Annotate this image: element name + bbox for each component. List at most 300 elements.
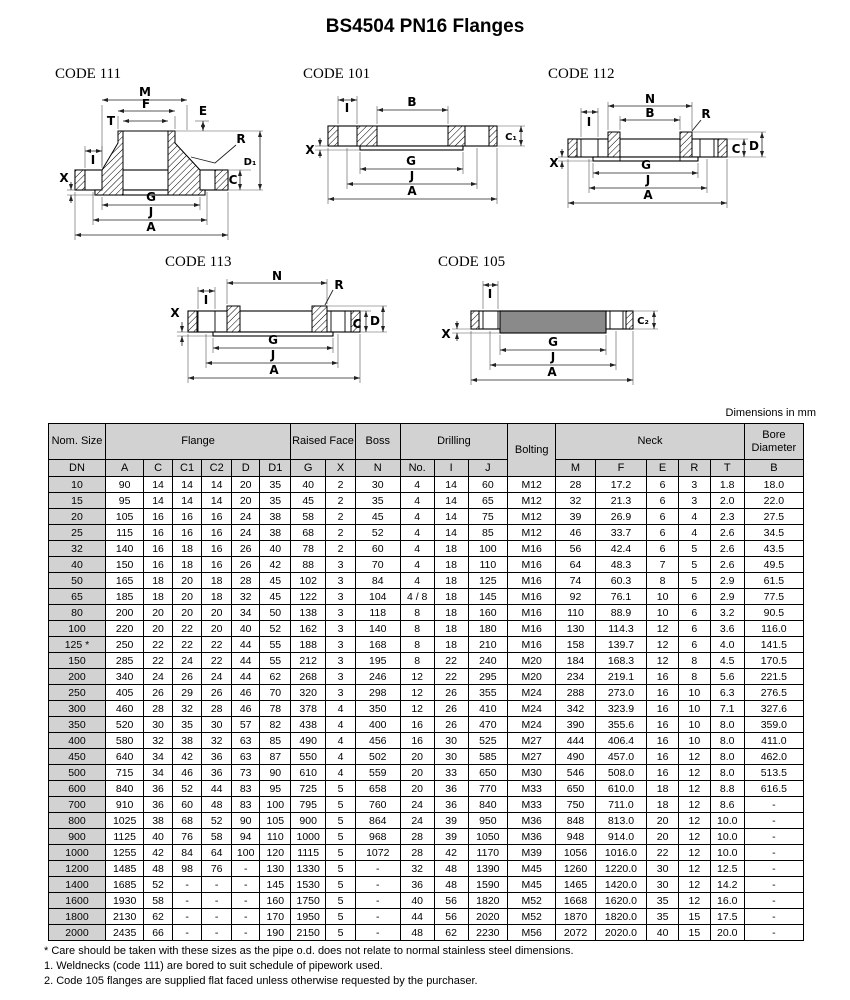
cell: - [355, 925, 400, 941]
cell: 52 [202, 813, 232, 829]
cell: 60 [172, 797, 202, 813]
cell: 34 [231, 605, 259, 621]
cell: 57 [231, 717, 259, 733]
cell: 12 [678, 893, 710, 909]
flange-drawing-code-101 [303, 94, 538, 214]
cell: 6 [678, 637, 710, 653]
cell: 456 [355, 733, 400, 749]
cell: 84 [355, 573, 400, 589]
cell: - [202, 925, 232, 941]
dim-label-A: A [643, 188, 653, 202]
table-row [49, 717, 804, 733]
cell-dn: 700 [49, 797, 106, 813]
cell: 10 [678, 685, 710, 701]
cell: 5 [678, 557, 710, 573]
table-row [49, 685, 804, 701]
cell: 170.5 [744, 653, 803, 669]
cell: 190 [260, 925, 291, 941]
cell: 20 [202, 621, 232, 637]
cell: M33 [508, 797, 556, 813]
cell: 38 [260, 525, 291, 541]
table-row [49, 653, 804, 669]
cell: M20 [508, 669, 556, 685]
cell: 1870 [556, 909, 595, 925]
cell: 24 [202, 669, 232, 685]
cell: 715 [105, 765, 143, 781]
cell: 78 [260, 701, 291, 717]
cell: 70 [355, 557, 400, 573]
table-row [49, 861, 804, 877]
cell: 4 [326, 701, 356, 717]
cell: 2 [326, 525, 356, 541]
cell: 7.1 [710, 701, 744, 717]
cell: 406.4 [595, 733, 646, 749]
cell: 141.5 [744, 637, 803, 653]
cell: 100 [231, 845, 259, 861]
col-group-nom-size: Nom. Size [49, 424, 106, 460]
col-group-neck: Neck [556, 424, 744, 460]
dim-label-C2: C₂ [637, 316, 649, 327]
cell: 14.2 [710, 877, 744, 893]
cell: 460 [105, 701, 143, 717]
cell: 38 [172, 733, 202, 749]
cell: 580 [105, 733, 143, 749]
cell: 16 [144, 541, 172, 557]
cell: 1072 [355, 845, 400, 861]
cell: 3 [326, 669, 356, 685]
cell: 170 [260, 909, 291, 925]
cell: 50 [260, 605, 291, 621]
cell: 12 [678, 781, 710, 797]
cell: 1465 [556, 877, 595, 893]
cell-dn: 65 [49, 589, 106, 605]
cell: 470 [468, 717, 507, 733]
flange-drawing-code-105 [438, 271, 673, 391]
cell: 16 [172, 525, 202, 541]
cell: 6 [647, 525, 679, 541]
cell: 18 [434, 637, 468, 653]
cell: 30 [202, 717, 232, 733]
cell: 210 [468, 637, 507, 653]
cell: 6 [647, 541, 679, 557]
cell: 76.1 [595, 589, 646, 605]
cell: - [744, 861, 803, 877]
cell: 1000 [291, 829, 326, 845]
col-header-i: I [434, 460, 468, 477]
table-row [49, 877, 804, 893]
cell: 22 [202, 637, 232, 653]
cell: 55 [260, 637, 291, 653]
table-row [49, 765, 804, 781]
cell: 520 [105, 717, 143, 733]
cell: 62 [144, 909, 172, 925]
cell: 5.6 [710, 669, 744, 685]
cell: 38 [260, 509, 291, 525]
cell: 76 [202, 861, 232, 877]
cell: 58 [202, 829, 232, 845]
cell-dn: 500 [49, 765, 106, 781]
cell: 234 [556, 669, 595, 685]
cell: 16 [144, 557, 172, 573]
col-header-e: E [647, 460, 679, 477]
cell: - [231, 893, 259, 909]
cell: 5 [326, 877, 356, 893]
cell: - [744, 925, 803, 941]
cell: 17.5 [710, 909, 744, 925]
dim-label-D1: D₁ [243, 157, 257, 168]
cell: 36 [202, 749, 232, 765]
cell: 410 [468, 701, 507, 717]
cell: 122 [291, 589, 326, 605]
cell: 18 [144, 573, 172, 589]
cell: 49.5 [744, 557, 803, 573]
dim-label-G: G [268, 333, 278, 347]
diagram-code-105 [438, 254, 673, 391]
cell: 58 [291, 509, 326, 525]
diagram-code-113 [165, 254, 415, 391]
cell: 7 [647, 557, 679, 573]
cell: 39 [434, 813, 468, 829]
cell: 85 [260, 733, 291, 749]
cell: 240 [468, 653, 507, 669]
cell: 760 [355, 797, 400, 813]
table-row [49, 733, 804, 749]
cell: 295 [468, 669, 507, 685]
cell: 457.0 [595, 749, 646, 765]
cell: 864 [355, 813, 400, 829]
cell-dn: 1400 [49, 877, 106, 893]
cell: 390 [556, 717, 595, 733]
cell: 18 [434, 589, 468, 605]
cell: 18 [434, 573, 468, 589]
cell: 2230 [468, 925, 507, 941]
dim-label-X: X [441, 327, 451, 341]
cell-dn: 1600 [49, 893, 106, 909]
cell: 168.3 [595, 653, 646, 669]
cell: 188 [291, 637, 326, 653]
cell: 32 [202, 733, 232, 749]
cell: 90.5 [744, 605, 803, 621]
cell: 46 [556, 525, 595, 541]
col-header-m: M [556, 460, 595, 477]
cell: 33 [434, 765, 468, 781]
cell: 750 [556, 797, 595, 813]
cell: M30 [508, 765, 556, 781]
cell: 26 [172, 669, 202, 685]
cell: 219.1 [595, 669, 646, 685]
dim-label-C: C [731, 142, 741, 156]
cell: 18 [202, 589, 232, 605]
flange-drawing-code-111 [55, 83, 315, 243]
cell: 2.9 [710, 573, 744, 589]
dim-label-R: R [334, 278, 344, 292]
cell: 30 [647, 861, 679, 877]
cell: 38 [144, 813, 172, 829]
cell: 20 [172, 573, 202, 589]
cell: 2020 [468, 909, 507, 925]
cell-dn: 80 [49, 605, 106, 621]
cell: 14 [434, 477, 468, 493]
dimensions-note: Dimensions in mm [725, 407, 816, 419]
dim-label-J: J [148, 205, 154, 219]
table-row [49, 845, 804, 861]
cell: 45 [260, 589, 291, 605]
cell: 268 [291, 669, 326, 685]
cell: 20 [647, 813, 679, 829]
dim-label-A: A [547, 365, 557, 379]
cell: - [172, 909, 202, 925]
cell: 18 [434, 621, 468, 637]
cell: 22 [647, 845, 679, 861]
cell: 44 [231, 653, 259, 669]
cell-dn: 20 [49, 509, 106, 525]
footnote: 1. Weldnecks (code 111) are bored to suit schedule of pipework used. [44, 960, 383, 972]
cell-dn: 25 [49, 525, 106, 541]
diagram-title-code-105: CODE 105 [438, 254, 506, 270]
dim-label-G: G [406, 154, 416, 168]
cell: 4 [400, 493, 434, 509]
cell: - [744, 813, 803, 829]
cell: 24 [144, 669, 172, 685]
cell: 910 [105, 797, 143, 813]
diagram-code-111 [55, 66, 315, 243]
cell: 1115 [291, 845, 326, 861]
table-row [49, 557, 804, 573]
cell: 795 [291, 797, 326, 813]
cell: 160 [260, 893, 291, 909]
cell: 46 [231, 685, 259, 701]
cell: 3 [326, 637, 356, 653]
col-group-bore-diameter: Bore Diameter [744, 424, 803, 460]
table-row [49, 573, 804, 589]
cell: 40 [647, 925, 679, 941]
cell: 14 [434, 509, 468, 525]
cell: 14 [144, 493, 172, 509]
cell: 145 [260, 877, 291, 893]
cell-dn: 350 [49, 717, 106, 733]
cell: 12 [678, 749, 710, 765]
cell: 285 [105, 653, 143, 669]
cell: 165 [105, 573, 143, 589]
cell: 10.0 [710, 845, 744, 861]
cell: 16 [202, 557, 232, 573]
cell: 8 [678, 669, 710, 685]
diagram-title-code-112: CODE 112 [548, 66, 615, 82]
cell: 24 [231, 525, 259, 541]
col-header-g: G [291, 460, 326, 477]
cell: 34.5 [744, 525, 803, 541]
cell: 490 [291, 733, 326, 749]
col-header-d1: D1 [260, 460, 291, 477]
cell: 6.3 [710, 685, 744, 701]
cell: 35 [260, 493, 291, 509]
cell: 20.0 [710, 925, 744, 941]
cell: 900 [291, 813, 326, 829]
cell: - [744, 893, 803, 909]
cell: 1530 [291, 877, 326, 893]
cell: 32 [231, 589, 259, 605]
cell: 48.3 [595, 557, 646, 573]
cell: 87 [260, 749, 291, 765]
cell: 968 [355, 829, 400, 845]
cell: M20 [508, 653, 556, 669]
cell: 29 [172, 685, 202, 701]
col-header-b: B [744, 460, 803, 477]
cell: 950 [468, 813, 507, 829]
cell: 26.9 [595, 509, 646, 525]
cell: 28 [556, 477, 595, 493]
table-row [49, 701, 804, 717]
cell: 22 [144, 637, 172, 653]
cell: 30 [647, 877, 679, 893]
cell: M12 [508, 493, 556, 509]
cell: 8.0 [710, 717, 744, 733]
cell: 221.5 [744, 669, 803, 685]
cell: 2.6 [710, 525, 744, 541]
cell: 1260 [556, 861, 595, 877]
dim-label-I: I [586, 115, 592, 129]
dim-label-X: X [170, 306, 180, 320]
cell: 12 [400, 685, 434, 701]
cell-dn: 125 * [49, 637, 106, 653]
cell: 4.0 [710, 637, 744, 653]
cell: 1420.0 [595, 877, 646, 893]
cell: 26 [231, 557, 259, 573]
cell: 168 [355, 637, 400, 653]
cell: - [744, 909, 803, 925]
cell-dn: 40 [49, 557, 106, 573]
cell: 378 [291, 701, 326, 717]
cell: 42.4 [595, 541, 646, 557]
cell-dn: 50 [49, 573, 106, 589]
cell: 848 [556, 813, 595, 829]
dim-label-X: X [305, 143, 315, 157]
cell: 56 [434, 893, 468, 909]
cell: 5 [326, 925, 356, 941]
cell: 16 [202, 541, 232, 557]
cell: 12 [400, 669, 434, 685]
dim-label-A: A [407, 184, 417, 198]
cell: 610 [291, 765, 326, 781]
cell: 150 [105, 557, 143, 573]
cell: 444 [556, 733, 595, 749]
cell: M52 [508, 909, 556, 925]
dim-label-E: E [198, 104, 208, 118]
cell: 12 [678, 813, 710, 829]
cell: 12 [678, 765, 710, 781]
cell: 1930 [105, 893, 143, 909]
col-group-bolting: Bolting [508, 424, 556, 477]
cell: 44 [202, 781, 232, 797]
cell: M16 [508, 621, 556, 637]
cell: 2150 [291, 925, 326, 941]
cell: 4 [400, 557, 434, 573]
cell: 3.2 [710, 605, 744, 621]
cell: 3 [326, 557, 356, 573]
cell: 158 [556, 637, 595, 653]
dim-label-N: N [271, 271, 283, 283]
cell: 12 [678, 877, 710, 893]
cell: 110 [468, 557, 507, 573]
cell: 12 [678, 845, 710, 861]
cell: 40 [260, 541, 291, 557]
dim-label-D: D [749, 139, 759, 153]
cell: 273.0 [595, 685, 646, 701]
cell: 60 [468, 477, 507, 493]
cell: 42 [144, 845, 172, 861]
cell: 4 [400, 541, 434, 557]
cell: 95 [105, 493, 143, 509]
cell: 20 [647, 829, 679, 845]
cell: 490 [556, 749, 595, 765]
cell: 12 [647, 621, 679, 637]
cell: 2.6 [710, 557, 744, 573]
cell: 840 [105, 781, 143, 797]
diagram-title-code-111: CODE 111 [55, 66, 121, 82]
cell: 20 [172, 605, 202, 621]
cell: 1170 [468, 845, 507, 861]
cell: 39 [434, 829, 468, 845]
cell: 16 [647, 701, 679, 717]
cell: 28 [144, 701, 172, 717]
table-row [49, 909, 804, 925]
cell: 813.0 [595, 813, 646, 829]
cell: 35 [355, 493, 400, 509]
cell: - [231, 909, 259, 925]
cell: 26 [144, 685, 172, 701]
cell: 4 / 8 [400, 589, 434, 605]
col-header-j: J [468, 460, 507, 477]
cell: 8.0 [710, 733, 744, 749]
cell: 118 [355, 605, 400, 621]
cell: 10 [647, 605, 679, 621]
cell: 35 [647, 909, 679, 925]
cell: M16 [508, 589, 556, 605]
cell: 36 [434, 797, 468, 813]
cell: 438 [291, 717, 326, 733]
cell: 66 [144, 925, 172, 941]
cell: 36 [144, 797, 172, 813]
cell: 34 [144, 765, 172, 781]
cell: 104 [355, 589, 400, 605]
cell: 2020.0 [595, 925, 646, 941]
cell: 3 [326, 653, 356, 669]
cell: M16 [508, 573, 556, 589]
cell-dn: 1200 [49, 861, 106, 877]
cell: 3 [678, 493, 710, 509]
cell: 32 [400, 861, 434, 877]
footnote: 2. Code 105 flanges are supplied flat faced unless otherwise requested by the purchaser. [44, 975, 478, 987]
cell: 139.7 [595, 637, 646, 653]
cell: M36 [508, 813, 556, 829]
cell: 3 [326, 605, 356, 621]
cell: - [231, 925, 259, 941]
dim-label-J: J [409, 169, 415, 183]
cell: 45 [291, 493, 326, 509]
table-row [49, 509, 804, 525]
cell: 5 [678, 573, 710, 589]
cell: 110 [556, 605, 595, 621]
cell: 90 [260, 765, 291, 781]
cell: 12 [678, 861, 710, 877]
cell: 840 [468, 797, 507, 813]
cell: 22 [202, 653, 232, 669]
cell: 98 [172, 861, 202, 877]
cell: 3 [326, 685, 356, 701]
cell: 36 [202, 765, 232, 781]
cell: 20 [231, 493, 259, 509]
cell: 8.6 [710, 797, 744, 813]
